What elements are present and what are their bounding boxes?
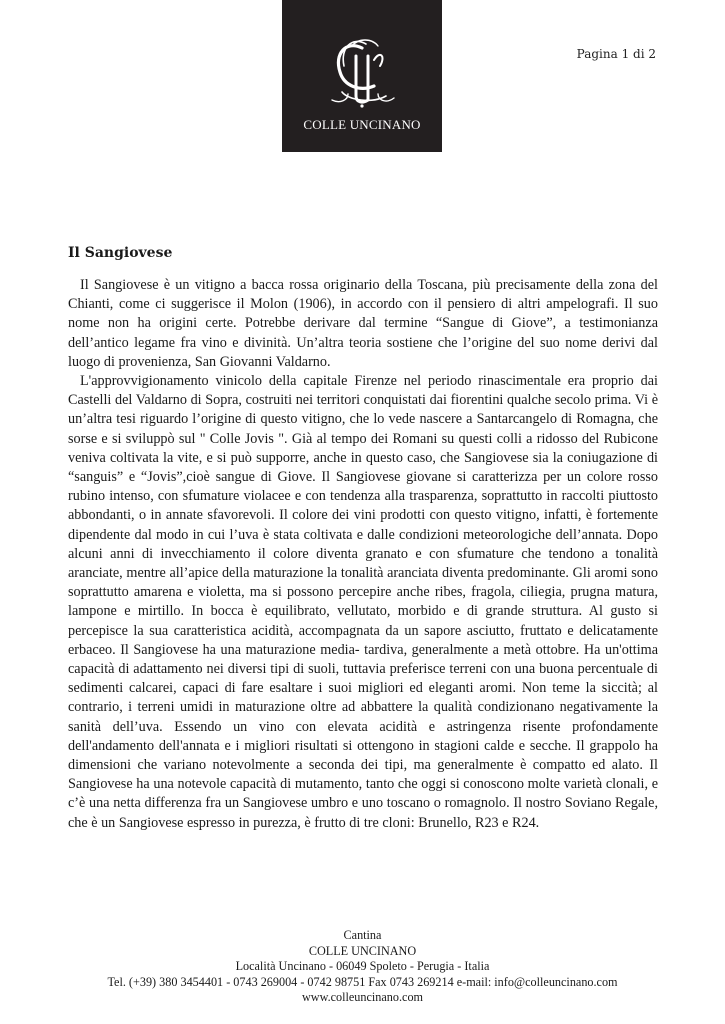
page-indicator: Pagina 1 di 2 bbox=[576, 47, 656, 61]
article-paragraph-1: Il Sangiovese è un vitigno a bacca rossa originario della Toscana, più precisamente della zona del Chianti, come ci suggerisce il Molon (1906), in accordo con il pensiero di altri ampelografi. Il suo nome non ha origini certe. Potrebbe derivare dal termine “Sangue di Giove”, a testimonianza dell’antico legame fra vino e divinità. Un’altra teoria sostiene che l’origine del suo nome derivi dal luogo di provenienza, San Giovanni Valdarno. bbox=[68, 277, 658, 370]
footer-line-address: Località Uncinano - 06049 Spoleto - Perugia - Italia bbox=[235, 959, 490, 974]
article-title: Il Sangiovese bbox=[68, 245, 173, 261]
footer-line-contacts: Tel. (+39) 380 3454401 - 0743 269004 - 0742 98751 Fax 0743 269214 e-mail: info@colleuncinano.com bbox=[107, 974, 618, 989]
article-body bbox=[68, 276, 658, 833]
footer-line-cantina: Cantina bbox=[343, 928, 382, 942]
article-paragraph-2: L'approvvigionamento vinicolo della capitale Firenze nel periodo rinascimentale era proprio dai Castelli del Valdarno di Sopra, costruiti nei territori conquistati dai fiorentini qualche secolo prima. Vi è un’altra tesi riguardo l’origine di questo vitigno, che lo vede nascere a Santarcangelo di Romagna, che sorse e si sviluppò sul " Colle Jovis ". Già al tempo dei Romani su questi colli a ridosso del Rubicone veniva coltivata la vite, e si può supporre, anche in questo caso, che Sangiovese sia la coniugazione di “sanguis” e “Jovis”,cioè sangue di Giove. Il Sangiovese giovane si caratterizza per un colore rosso rubino intenso, con sfumature violacee e con tendenza alla trasparenza, soprattutto in raccolti piuttosto abbondanti, o in annate sfavorevoli. Il colore dei vini prodotti con questo vitigno, infatti, è fortemente dipendente dal modo in cui l’uva è stata coltivata e dalle condizioni meteorologiche dell’annata. Dopo alcuni anni di invecchiamento il colore diventa granato e con sfumature che tendono a tonalità aranciate, mentre all’apice della maturazione la tonalità aranciata diventa predominante. Gli aromi sono soprattutto amarena e violetta, ma si possono percepire anche ribes, fragola, ciliegia, prugna matura, lampone e mirtillo. In bocca è equilibrato, vellutato, morbido e di grande struttura. Al gusto si percepisce la sua caratteristica acidità, accompagnata da un sapore asciutto, fruttato e delicatamente erbaceo. Il Sangiovese ha una maturazione media- tardiva, generalmente a metà ottobre. Ha un'ottima capacità di adattamento nei diversi tipi di suoli, tuttavia preferisce terreni con una buona percentuale di sedimenti calcarei, capaci di fare esaltare i suoi migliori ed eleganti aromi. Non teme la siccità; al contrario, i terreni umidi in maturazione oltre ad abbattere la qualità condizionano negativamente la sanità dell’uva. Essendo un vino con elevata acidità e astringenza risente profondamente dell'andamento dell'annata e i migliori risultati si ottengono in stagioni calde e secche. Il grappolo ha dimensioni che variano notevolmente a seconda dei tipi, ma generalmente è compatto ed alato. Il Sangiovese ha una notevole capacità di mutamento, tanto che oggi si conoscono molte varietà clonali, e c’è una netta differenza fra un Sangiovese umbro e uno toscano o romagnolo. Il nostro Soviano Regale, che è un Sangiovese espresso in purezza, è frutto di tre cloni: Brunello, R23 e R24. bbox=[68, 373, 658, 831]
footer-line-company: COLLE UNCINANO bbox=[308, 943, 417, 958]
footer-line-website: www.colleuncinano.com bbox=[301, 990, 424, 1005]
footer-contact-block bbox=[0, 928, 725, 1006]
logo-wordmark: COLLE UNCINANO bbox=[303, 117, 421, 132]
company-logo bbox=[282, 0, 442, 152]
